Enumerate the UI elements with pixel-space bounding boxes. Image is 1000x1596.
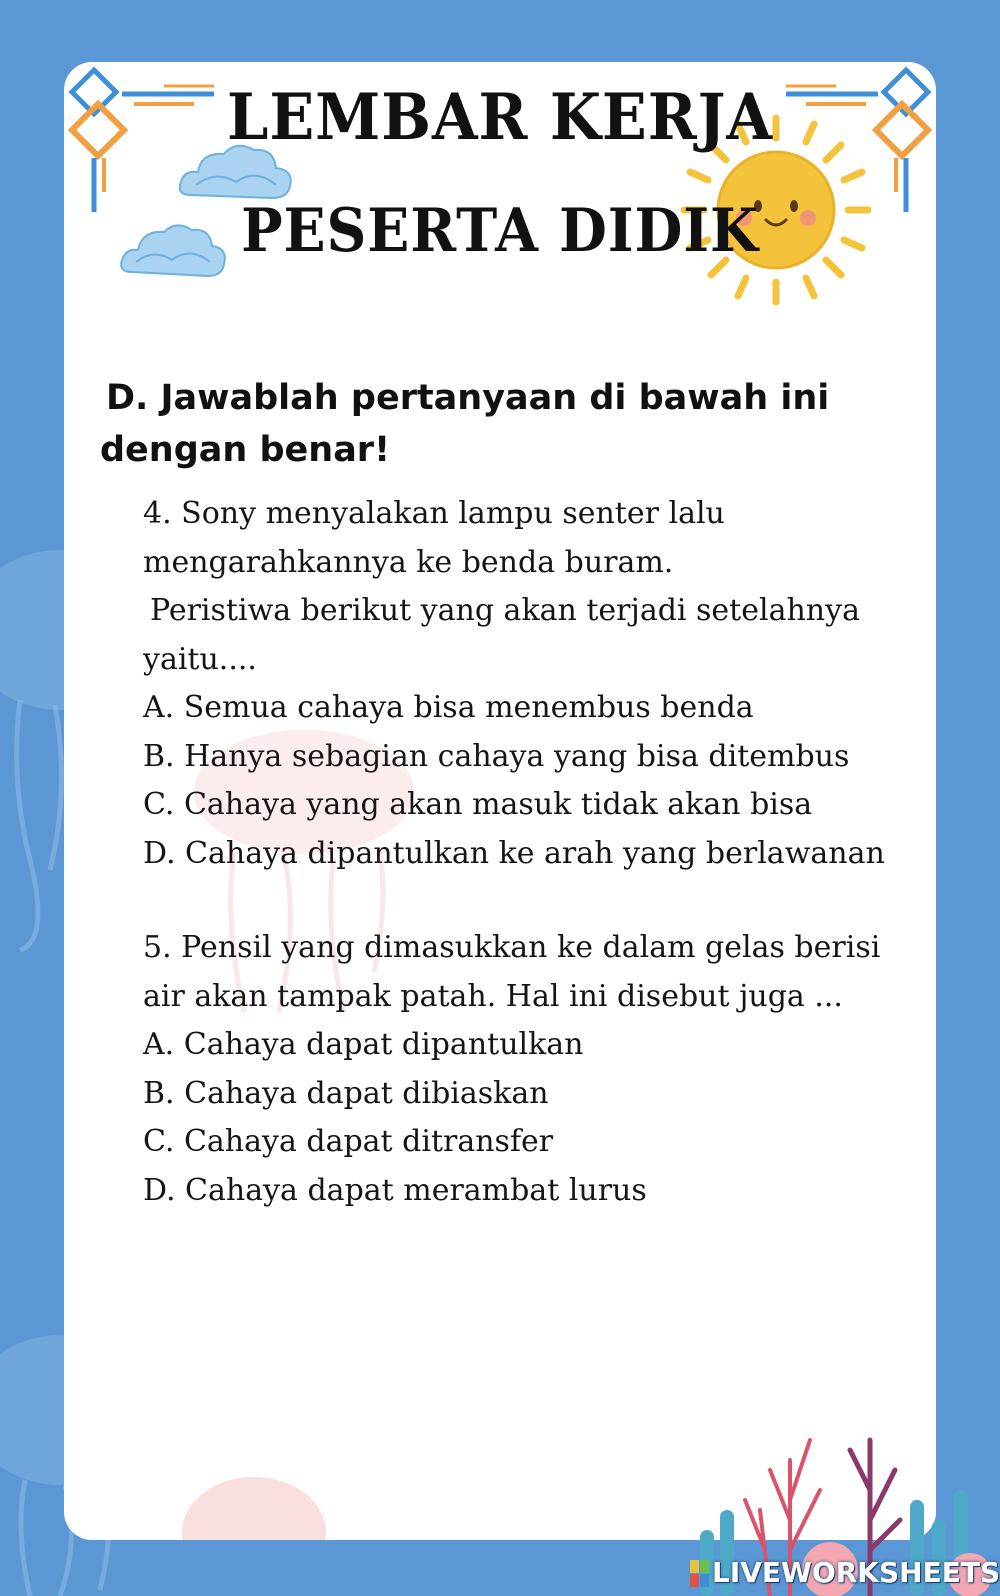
jellyfish-watermark-bottom <box>174 1462 334 1540</box>
question-5 <box>143 924 943 1215</box>
question-4-line: Peristiwa berikut yang akan terjadi setelahnya <box>150 593 860 628</box>
liveworksheets-logo-icon <box>690 1560 710 1588</box>
question-4 <box>143 490 943 878</box>
question-4-line: 4. Sony menyalakan lampu senter lalu <box>143 496 725 531</box>
question-4-option-d[interactable]: D. Cahaya dipantulkan ke arah yang berlawanan <box>143 835 885 871</box>
instruction-heading <box>100 372 860 476</box>
instruction-line-2: dengan benar! <box>100 430 391 470</box>
page-title-line-1: LEMBAR KERJA <box>227 80 773 155</box>
question-4-option-a[interactable]: A. Semua cahaya bisa menembus benda <box>143 690 754 725</box>
question-5-option-a[interactable]: A. Cahaya dapat dipantulkan <box>143 1027 584 1062</box>
question-5-option-d[interactable]: D. Cahaya dapat merambat lurus <box>143 1172 647 1208</box>
question-5-option-b[interactable]: B. Cahaya dapat dibiaskan <box>143 1075 549 1111</box>
liveworksheets-watermark: LIVEWORKSHEETS <box>712 1556 1000 1589</box>
question-4-line: yaitu.... <box>143 641 257 677</box>
question-5-line: air akan tampak patah. Hal ini disebut juga ... <box>143 978 843 1014</box>
instruction-line-1: D. Jawablah pertanyaan di bawah ini <box>106 378 830 418</box>
page-title-line-2: PESERTA DIDIK <box>241 196 759 266</box>
question-5-option-c[interactable]: C. Cahaya dapat ditransfer <box>143 1124 554 1159</box>
question-4-line: mengarahkannya ke benda buram. <box>143 544 674 580</box>
question-4-option-c[interactable]: C. Cahaya yang akan masuk tidak akan bisa <box>143 787 813 822</box>
question-4-option-b[interactable]: B. Hanya sebagian cahaya yang bisa ditembus <box>143 738 850 774</box>
question-5-line: 5. Pensil yang dimasukkan ke dalam gelas berisi <box>143 930 881 965</box>
